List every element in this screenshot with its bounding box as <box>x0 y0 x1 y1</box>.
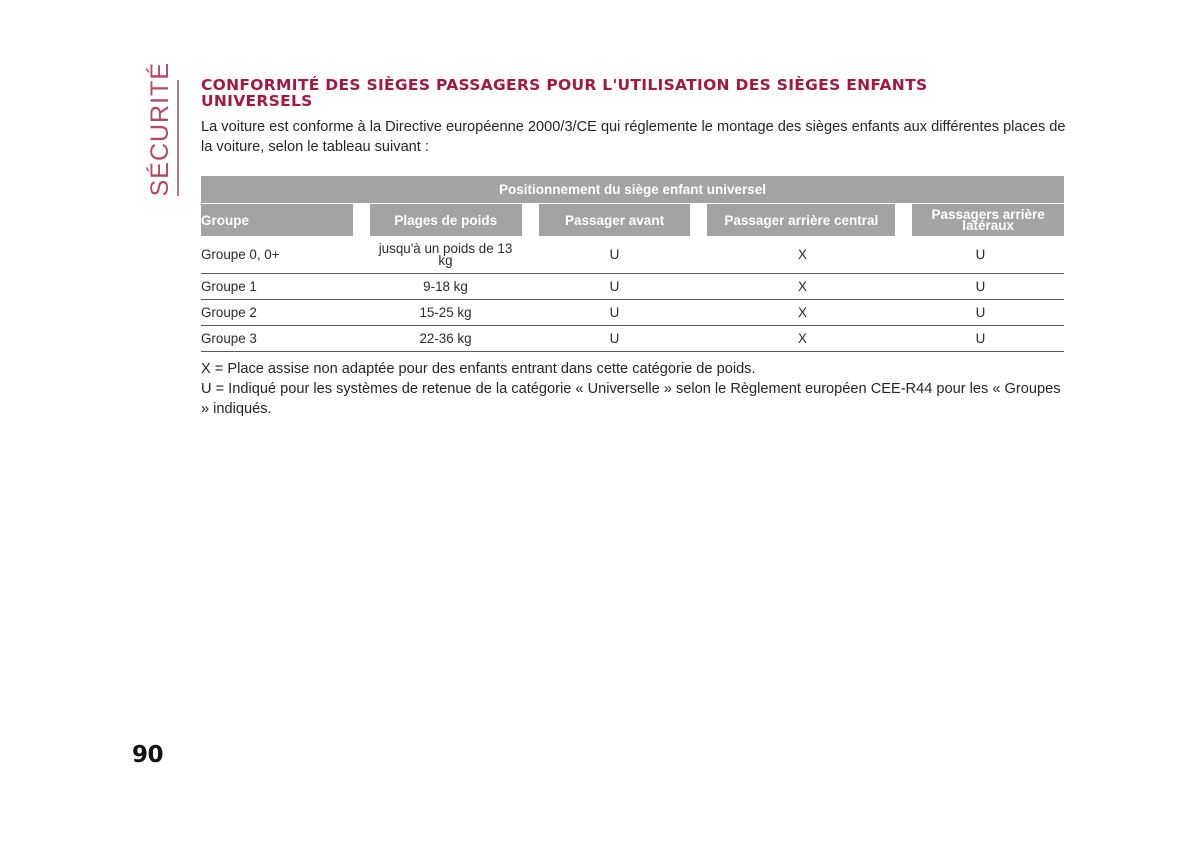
table-row <box>201 236 1064 274</box>
cell-groupe: Groupe 2 <box>201 305 257 320</box>
cell-groupe: Groupe 0, 0+ <box>201 247 280 262</box>
cell-plages-de-poids: jusqu'à un poids de 13 kg <box>378 240 513 268</box>
cell-passager-avant: U <box>609 247 620 262</box>
cell-passager-arriere-central: X <box>798 279 807 294</box>
cell-plages-de-poids: 22-36 kg <box>419 330 472 346</box>
table-row <box>201 274 1064 300</box>
table-row <box>201 300 1064 326</box>
cell-passager-avant: U <box>609 305 620 320</box>
note-u: U = Indiqué pour les systèmes de retenue de la catégorie « Universelle » selon le Règlement européen CEE-R44 pour les « Groupes » indiqués. <box>201 381 1061 417</box>
header-separator <box>522 204 539 236</box>
header-passager-avant: Passager avant <box>539 204 691 236</box>
child-seat-table <box>201 176 1064 352</box>
cell-passager-arriere-central: X <box>798 305 807 320</box>
section-divider <box>177 80 179 196</box>
header-passager-arriere-central: Passager arrière central <box>707 204 895 236</box>
header-separator <box>690 204 707 236</box>
cell-passager-avant: U <box>609 331 620 346</box>
header-groupe: Groupe <box>201 204 353 236</box>
header-plages-de-poids: Plages de poids <box>370 204 522 236</box>
header-separator <box>895 204 912 236</box>
cell-passager-avant: U <box>609 279 620 294</box>
section-label <box>145 61 174 196</box>
cell-groupe: Groupe 1 <box>201 279 257 294</box>
table-notes <box>201 359 1061 419</box>
cell-plages-de-poids: 9-18 kg <box>423 278 468 294</box>
cell-passager-arriere-central: X <box>798 331 807 346</box>
cell-groupe: Groupe 3 <box>201 331 257 346</box>
page-number: 90 <box>132 742 164 768</box>
header-passagers-arriere-lateraux: Passagers arrière latéraux <box>912 204 1064 236</box>
table-row <box>201 326 1064 352</box>
cell-passagers-arriere-lateraux: U <box>975 305 986 320</box>
cell-passagers-arriere-lateraux: U <box>975 247 986 262</box>
note-x: X = Place assise non adaptée pour des enfants entrant dans cette catégorie de poids. <box>201 361 756 377</box>
header-separator <box>353 204 370 236</box>
cell-passager-arriere-central: X <box>798 247 807 262</box>
table-header-row <box>201 204 1064 236</box>
cell-passagers-arriere-lateraux: U <box>975 279 986 294</box>
table-title: Positionnement du siège enfant universel <box>201 176 1064 203</box>
page-heading: CONFORMITÉ DES SIÈGES PASSAGERS POUR L'UTILISATION DES SIÈGES ENFANTS UNIVERSELS <box>201 76 928 110</box>
cell-plages-de-poids: 15-25 kg <box>419 304 472 320</box>
intro-paragraph: La voiture est conforme à la Directive européenne 2000/3/CE qui réglemente le montage des sièges enfants aux différentes places de la voiture, selon le tableau suivant : <box>201 119 1066 155</box>
section-label-text: SÉCURITÉ <box>145 61 174 196</box>
cell-passagers-arriere-lateraux: U <box>975 331 986 346</box>
